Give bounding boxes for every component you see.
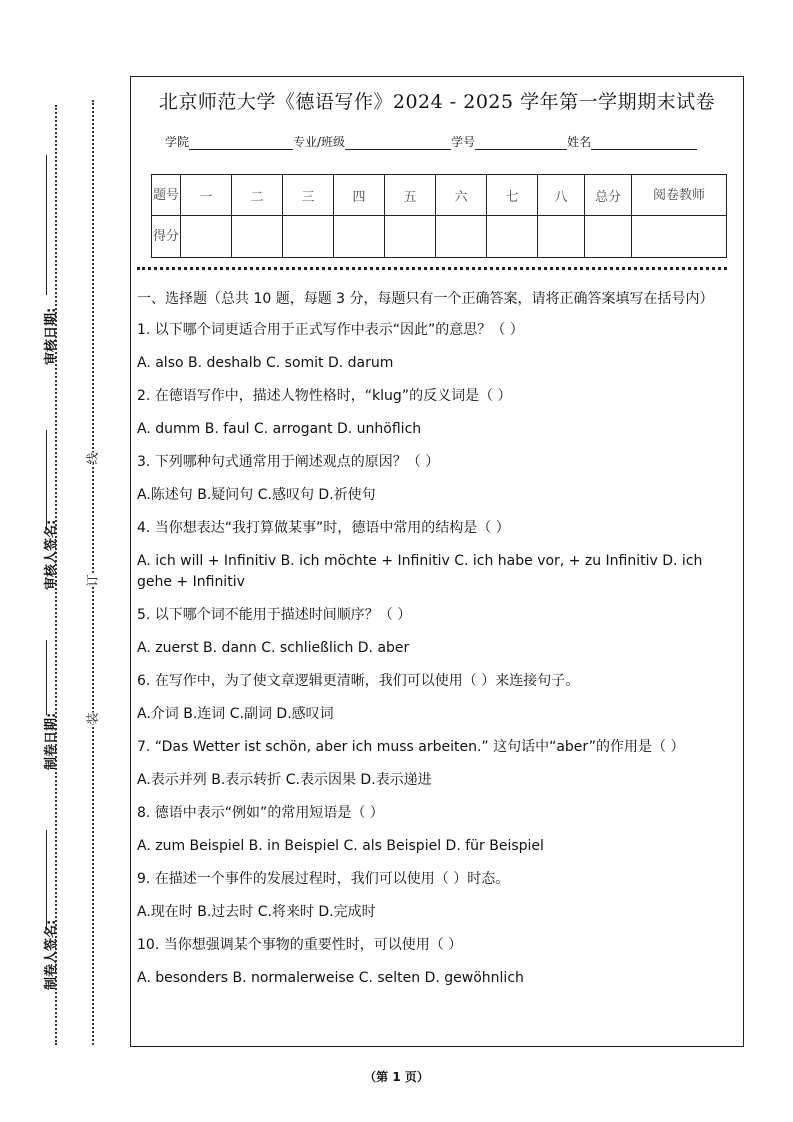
col-3: 三 (283, 175, 334, 216)
question-number-label: 题号 (152, 175, 181, 216)
col-6: 六 (436, 175, 487, 216)
binding-char-ding: 订 (82, 574, 103, 586)
maker-date-line (46, 640, 47, 715)
question-options: A. also B. deshalb C. somit D. darum (137, 355, 394, 371)
score-cell[interactable] (232, 216, 283, 258)
question-text: 5. 以下哪个词不能用于描述时间顺序？（ ） (137, 607, 412, 623)
score-cell-total[interactable] (585, 216, 632, 258)
question-text: 3. 下列哪种句式通常用于阐述观点的原因？（ ） (137, 454, 440, 470)
score-table-score-row (152, 216, 727, 258)
col-8: 八 (538, 175, 585, 216)
score-cell[interactable] (487, 216, 538, 258)
question-options: A.陈述句 B.疑问句 C.感叹句 D.祈使句 (137, 487, 376, 503)
col-7: 七 (487, 175, 538, 216)
col-4: 四 (334, 175, 385, 216)
name-blank[interactable] (591, 137, 697, 150)
score-cell[interactable] (385, 216, 436, 258)
field-label-major: 专业/班级 (293, 135, 346, 149)
section-heading: 一、选择题（总共 10 题，每题 3 分，每题只有一个正确答案，请将正确答案填写在括号内） (137, 291, 714, 307)
score-table (151, 174, 727, 258)
question-section (137, 289, 739, 1001)
question-text: 10. 当你想强调某个事物的重要性时，可以使用（ ） (137, 937, 463, 953)
binding-char-xian: 线 (82, 452, 103, 464)
col-grader: 阅卷教师 (632, 175, 727, 216)
reviewer-sign-line (46, 430, 47, 530)
col-total: 总分 (585, 175, 632, 216)
question-text: 9. 在描述一个事件的发展过程时，我们可以使用（ ）时态。 (137, 871, 510, 887)
binding-dotted-line-outer (55, 105, 57, 1045)
reviewer-date-line (46, 155, 47, 295)
maker-sign-label: 制卷人签名: (44, 919, 59, 990)
question-options: A.表示并列 B.表示转折 C.表示因果 D.表示递进 (137, 772, 432, 788)
exam-frame (130, 76, 744, 1047)
question-options: A.现在时 B.过去时 C.将来时 D.完成时 (137, 904, 376, 920)
exam-title: 北京师范大学《德语写作》2024 - 2025 学年第一学期期末试卷 (158, 91, 716, 113)
question-options: A. zum Beispiel B. in Beispiel C. als Beispiel D. für Beispiel (137, 838, 544, 854)
col-1: 一 (181, 175, 232, 216)
score-label: 得分 (152, 216, 181, 258)
dotted-separator (137, 267, 727, 270)
score-cell[interactable] (436, 216, 487, 258)
student-info-row (165, 133, 697, 150)
field-label-college: 学院 (165, 135, 190, 149)
field-label-name: 姓名 (567, 135, 592, 149)
student-id-blank[interactable] (475, 137, 567, 150)
reviewer-sign-label: 审核人签名: (44, 519, 59, 590)
field-label-student-id: 学号 (451, 135, 476, 149)
col-5: 五 (385, 175, 436, 216)
question-options: A. besonders B. normalerweise C. selten D. gewöhnlich (137, 970, 524, 986)
page-number: （第 1 页） (364, 1070, 429, 1084)
score-cell[interactable] (334, 216, 385, 258)
question-options: A. ich will + Infinitiv B. ich möchte + Infinitiv C. ich habe vor, + zu Infinitiv D. ich gehe + Infinitiv (137, 553, 703, 590)
question-text: 7. “Das Wetter ist schön, aber ich muss arbeiten.” 这句话中“aber”的作用是（ ） (137, 739, 685, 755)
binding-char-zhuang: 装 (82, 712, 103, 724)
score-table-header-row (152, 175, 727, 216)
col-2: 二 (232, 175, 283, 216)
question-options: A.介词 B.连词 C.副词 D.感叹词 (137, 706, 334, 722)
score-cell[interactable] (181, 216, 232, 258)
question-options: A. dumm B. faul C. arrogant D. unhöflich (137, 421, 422, 437)
maker-sign-line (46, 830, 47, 930)
college-blank[interactable] (189, 137, 293, 150)
question-text: 2. 在德语写作中，描述人物性格时，“klug”的反义词是（ ） (137, 388, 512, 404)
maker-date-label: 制卷日期: (44, 712, 59, 770)
question-options: A. zuerst B. dann C. schließlich D. aber (137, 640, 410, 656)
question-text: 4. 当你想表达“我打算做某事”时，德语中常用的结构是（ ） (137, 520, 510, 536)
score-cell-grader[interactable] (632, 216, 727, 258)
score-cell[interactable] (538, 216, 585, 258)
major-blank[interactable] (345, 137, 451, 150)
binding-dotted-line-inner (92, 100, 94, 1045)
score-cell[interactable] (283, 216, 334, 258)
question-text: 1. 以下哪个词更适合用于正式写作中表示“因此”的意思？（ ） (137, 322, 524, 338)
reviewer-date-label: 审核日期: (44, 307, 59, 365)
question-text: 8. 德语中表示“例如”的常用短语是（ ） (137, 805, 384, 821)
question-text: 6. 在写作中，为了使文章逻辑更清晰，我们可以使用（ ）来连接句子。 (137, 673, 580, 689)
